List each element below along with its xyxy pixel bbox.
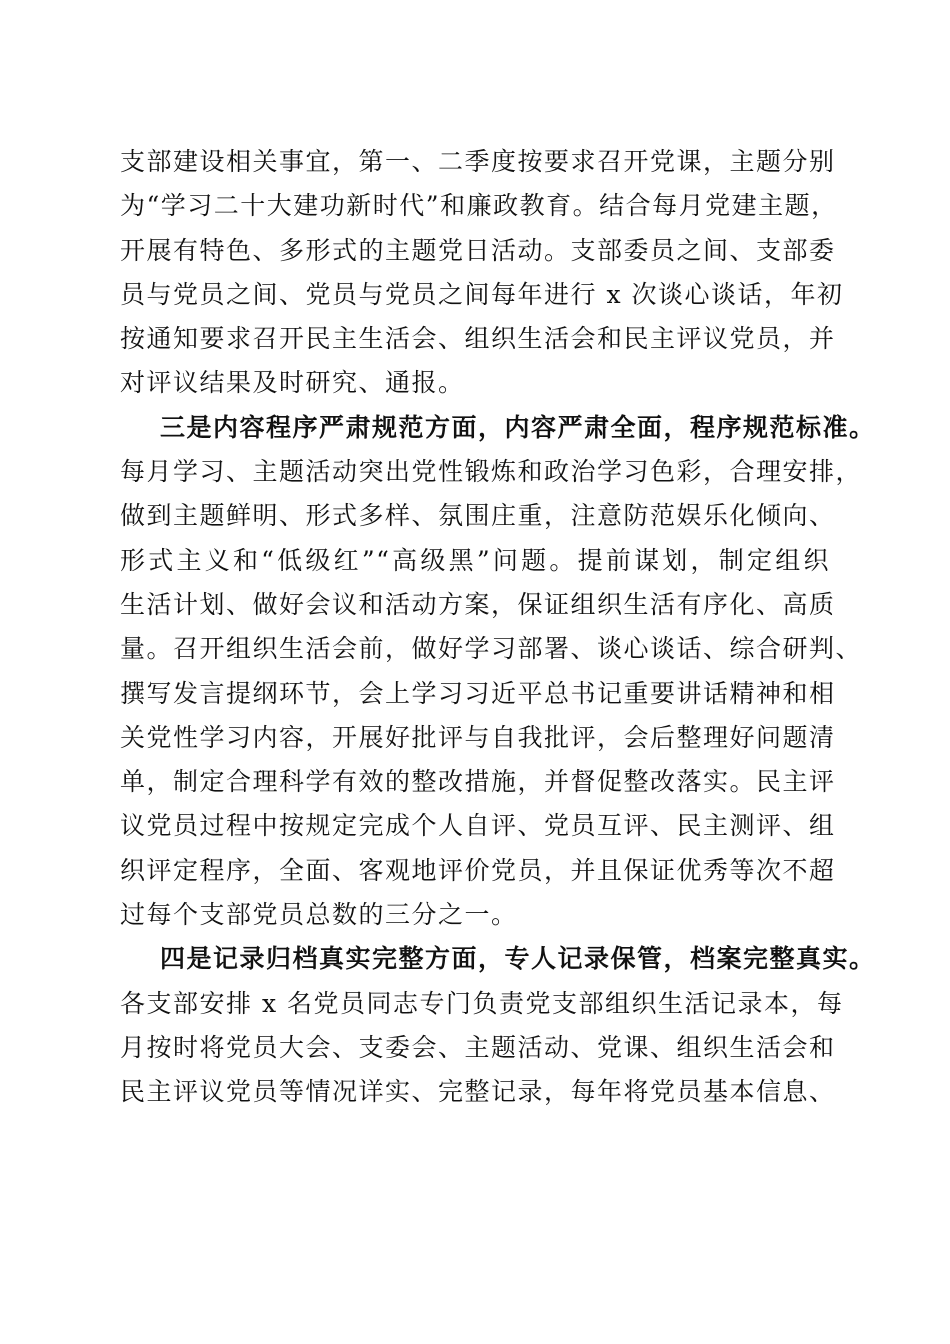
paragraph-2-line-9: 议党员过程中按规定完成个人自评、党员互评、民主测评、组 bbox=[120, 811, 836, 841]
paragraph-2-line-3: 形式主义和“低级红”“高级黑”问题。提前谋划，制定组织 bbox=[120, 545, 830, 575]
paragraph-1-line-3: 开展有特色、多形式的主题党日活动。支部委员之间、支部委 bbox=[120, 235, 836, 265]
paragraph-2-line-10: 织评定程序，全面、客观地评价党员，并且保证优秀等次不超 bbox=[120, 855, 836, 885]
paragraph-2-line-1: 每月学习、主题活动突出党性锻炼和政治学习色彩，合理安排， bbox=[120, 457, 863, 487]
paragraph-2-line-2: 做到主题鲜明、形式多样、氛围庄重，注意防范娱乐化倾向、 bbox=[120, 501, 836, 531]
paragraph-3-heading: 四是记录归档真实完整方面，专人记录保管，档案完整真实。 bbox=[160, 944, 876, 974]
paragraph-2-line-11: 过每个支部党员总数的三分之一。 bbox=[120, 900, 518, 930]
paragraph-2-line-5: 量。召开组织生活会前，做好学习部署、谈心谈话、综合研判、 bbox=[120, 634, 863, 664]
paragraph-2-heading: 三是内容程序严肃规范方面，内容严肃全面，程序规范标准。 bbox=[160, 412, 876, 442]
paragraph-1-line-6: 对评议结果及时研究、通报。 bbox=[120, 368, 465, 398]
paragraph-3-line-3: 民主评议党员等情况详实、完整记录，每年将党员基本信息、 bbox=[120, 1077, 836, 1107]
paragraph-3-line-1: 各支部安排 x 名党员同志专门负责党支部组织生活记录本，每 bbox=[120, 988, 844, 1018]
paragraph-2-line-7: 关党性学习内容，开展好批评与自我批评，会后整理好问题清 bbox=[120, 722, 836, 752]
paragraph-2-line-4: 生活计划、做好会议和活动方案，保证组织生活有序化、高质 bbox=[120, 589, 836, 619]
paragraph-1-line-5: 按通知要求召开民主生活会、组织生活会和民主评议党员，并 bbox=[120, 324, 836, 354]
paragraph-1-line-4: 员与党员之间、党员与党员之间每年进行 x 次谈心谈话，年初 bbox=[120, 279, 844, 309]
paragraph-3-line-2: 月按时将党员大会、支委会、主题活动、党课、组织生活会和 bbox=[120, 1032, 836, 1062]
paragraph-1-line-1: 支部建设相关事宜，第一、二季度按要求召开党课，主题分别 bbox=[120, 147, 836, 176]
paragraph-2-line-8: 单，制定合理科学有效的整改措施，并督促整改落实。民主评 bbox=[120, 767, 836, 797]
paragraph-1-line-2: 为“学习二十大建功新时代”和廉政教育。结合每月党建主题， bbox=[120, 191, 838, 221]
document-body bbox=[120, 140, 876, 1115]
paragraph-2-line-6: 撰写发言提纲环节，会上学习习近平总书记重要讲话精神和相 bbox=[120, 678, 836, 708]
